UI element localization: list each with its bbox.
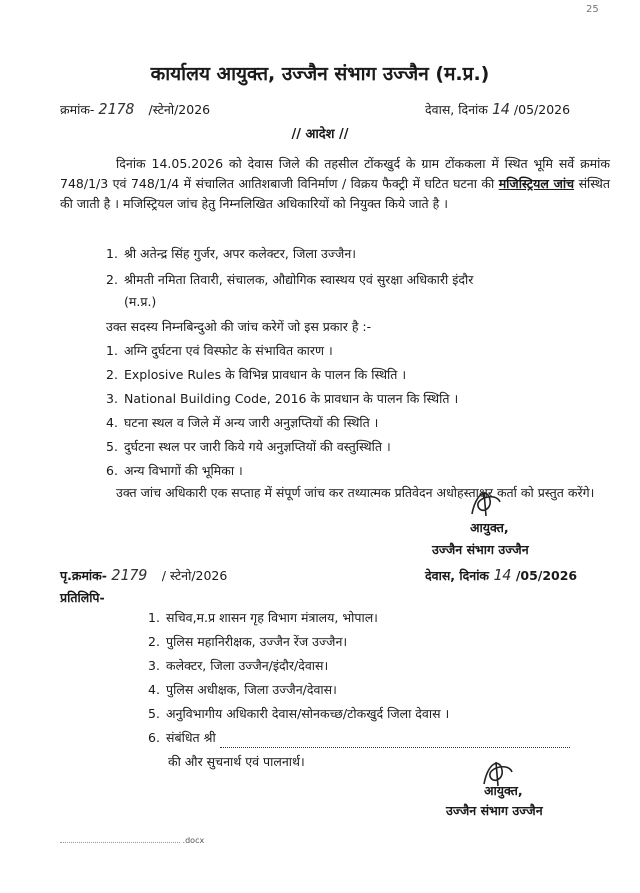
item-text: दुर्घटना स्थल पर जारी किये गये अनुज्ञप्तियों की वस्तुस्थिति । bbox=[124, 439, 391, 454]
copy-date-line bbox=[425, 566, 577, 584]
item-number: 4. bbox=[148, 682, 160, 697]
date-month-year: /05/2026 bbox=[513, 102, 571, 117]
point-item bbox=[106, 389, 458, 409]
date-day: 14 bbox=[491, 100, 510, 118]
magisterial-inquiry-text: मजिस्ट्रियल जांच bbox=[498, 176, 575, 191]
item-number: 3. bbox=[148, 658, 160, 673]
date-label: देवास, दिनांक bbox=[425, 568, 490, 583]
point-item bbox=[106, 341, 333, 361]
ref-suffix: /स्टेनो/2026 bbox=[148, 102, 211, 117]
order-heading: // आदेश // bbox=[291, 127, 349, 142]
item-text: पुलिस अधीक्षक, जिला उज्जैन/देवास। bbox=[166, 682, 337, 697]
signature bbox=[466, 486, 506, 520]
item-number: 5. bbox=[148, 706, 160, 721]
item-number: 5. bbox=[106, 439, 118, 454]
item-text: अन्य विभागों की भूमिका । bbox=[124, 463, 243, 478]
item-text: श्री अतेन्द्र सिंह गुर्जर, अपर कलेक्टर, जिला उज्जैन। bbox=[124, 246, 357, 261]
signatory-title: आयुक्त, bbox=[484, 783, 523, 798]
page-number: 25 bbox=[586, 4, 599, 15]
item-number: 1. bbox=[148, 610, 160, 625]
item-text: National Building Code, 2016 के प्रावधान के पालन कि स्थिति । bbox=[124, 391, 459, 406]
signatory-title: आयुक्त, bbox=[470, 520, 509, 535]
item-text: श्रीमती नमिता तिवारी, संचालक, औद्योगिक स्वास्थय एवं सुरक्षा अधिकारी इंदौर bbox=[124, 272, 474, 287]
ref-label: क्रमांक- bbox=[60, 102, 95, 117]
file-name: .docx bbox=[182, 836, 205, 845]
copy-item bbox=[148, 704, 449, 724]
item-text: संबंधित श्री bbox=[166, 730, 216, 745]
officer-item bbox=[106, 244, 356, 264]
paragraph-text-b: संस्थित की जाती है । मजिस्ट्रियल जांच हेतु निम्नलिखित अधिकारियों को नियुक्त किये जाते है । bbox=[60, 176, 610, 211]
point-item bbox=[106, 461, 243, 481]
ref-number: 2178 bbox=[98, 100, 135, 118]
order-paragraph bbox=[60, 154, 610, 214]
copy-item bbox=[148, 632, 347, 652]
officer-item bbox=[106, 270, 473, 290]
copy-heading: प्रतिलिपि- bbox=[60, 590, 105, 605]
item-number: 3. bbox=[106, 391, 118, 406]
item-number: 6. bbox=[106, 463, 118, 478]
item-text: सचिव,म.प्र शासन गृह विभाग मंत्रालय, भोपाल। bbox=[166, 610, 378, 625]
item-number: 2. bbox=[148, 634, 160, 649]
date-label: देवास, दिनांक bbox=[425, 102, 488, 117]
item-text: अनुविभागीय अधिकारी देवास/सोनकच्छ/टोकखुर्द जिला देवास । bbox=[166, 706, 450, 721]
office-title: कार्यालय आयुक्त, उज्जैन संभाग उज्जैन (म.प्र.) bbox=[150, 63, 490, 85]
item-number: 1. bbox=[106, 246, 118, 261]
date-month-year: /05/2026 bbox=[515, 568, 578, 583]
officer-item-continuation: (म.प्र.) bbox=[124, 294, 157, 309]
copy-item bbox=[148, 608, 378, 628]
point-item bbox=[106, 413, 378, 433]
item-number: 6. bbox=[148, 730, 160, 745]
copy-footer-line: की और सुचनार्थ एवं पालनार्थ। bbox=[168, 754, 305, 769]
copy-item bbox=[148, 680, 337, 700]
closing-paragraph: उक्त जांच अधिकारी एक सप्ताह में संपूर्ण जांच कर तथ्यात्मक प्रतिवेदन अधोहस्ताक्षर कर्ता को प्रस्तुत करेंगे। bbox=[116, 485, 595, 500]
copy-item bbox=[148, 728, 570, 748]
signatory-office: उज्जैन संभाग उज्जैन bbox=[446, 803, 543, 818]
copy-reference-line bbox=[60, 566, 227, 584]
item-text: पुलिस महानिरीक्षक, उज्जैन रेंज उज्जैन। bbox=[166, 634, 348, 649]
blank-line bbox=[220, 735, 570, 748]
paragraph-text-a: दिनांक 14.05.2026 को देवास जिले की तहसील टोंकखुर्द के ग्राम टोंककला में स्थित भूमि सर्वे क्रमांक 748/1/3 एवं 748/1/4 में संचालित आतिशबाजी विनिर्माण / विक्रय फैक्ट्री में घटित घटना की bbox=[60, 156, 610, 191]
item-number: 4. bbox=[106, 415, 118, 430]
point-item bbox=[106, 437, 391, 457]
copy-item bbox=[148, 656, 328, 676]
points-intro: उक्त सदस्य निम्नबिन्दुओ की जांच करेगें जो इस प्रकार है :- bbox=[106, 319, 372, 334]
file-path-blur bbox=[60, 836, 180, 843]
file-path-footer bbox=[60, 836, 204, 845]
item-text: कलेक्टर, जिला उज्जैन/इंदौर/देवास। bbox=[166, 658, 329, 673]
item-text: घटना स्थल व जिले में अन्य जारी अनुज्ञप्तियों की स्थिति । bbox=[124, 415, 379, 430]
item-text: Explosive Rules के विभिन्न प्रावधान के पालन कि स्थिति । bbox=[124, 367, 407, 382]
reference-line bbox=[60, 100, 210, 118]
item-number: 1. bbox=[106, 343, 118, 358]
item-text: अग्नि दुर्घटना एवं विस्फोट के संभावित कारण । bbox=[124, 343, 333, 358]
item-number: 2. bbox=[106, 367, 118, 382]
ref-suffix: / स्टेनो/2026 bbox=[161, 568, 228, 583]
date-day: 14 bbox=[493, 566, 512, 584]
item-number: 2. bbox=[106, 272, 118, 287]
ref-label: पृ.क्रमांक- bbox=[60, 568, 107, 583]
date-line bbox=[425, 100, 570, 118]
point-item bbox=[106, 365, 406, 385]
ref-number: 2179 bbox=[111, 566, 148, 584]
signatory-office: उज्जैन संभाग उज्जैन bbox=[432, 542, 529, 557]
